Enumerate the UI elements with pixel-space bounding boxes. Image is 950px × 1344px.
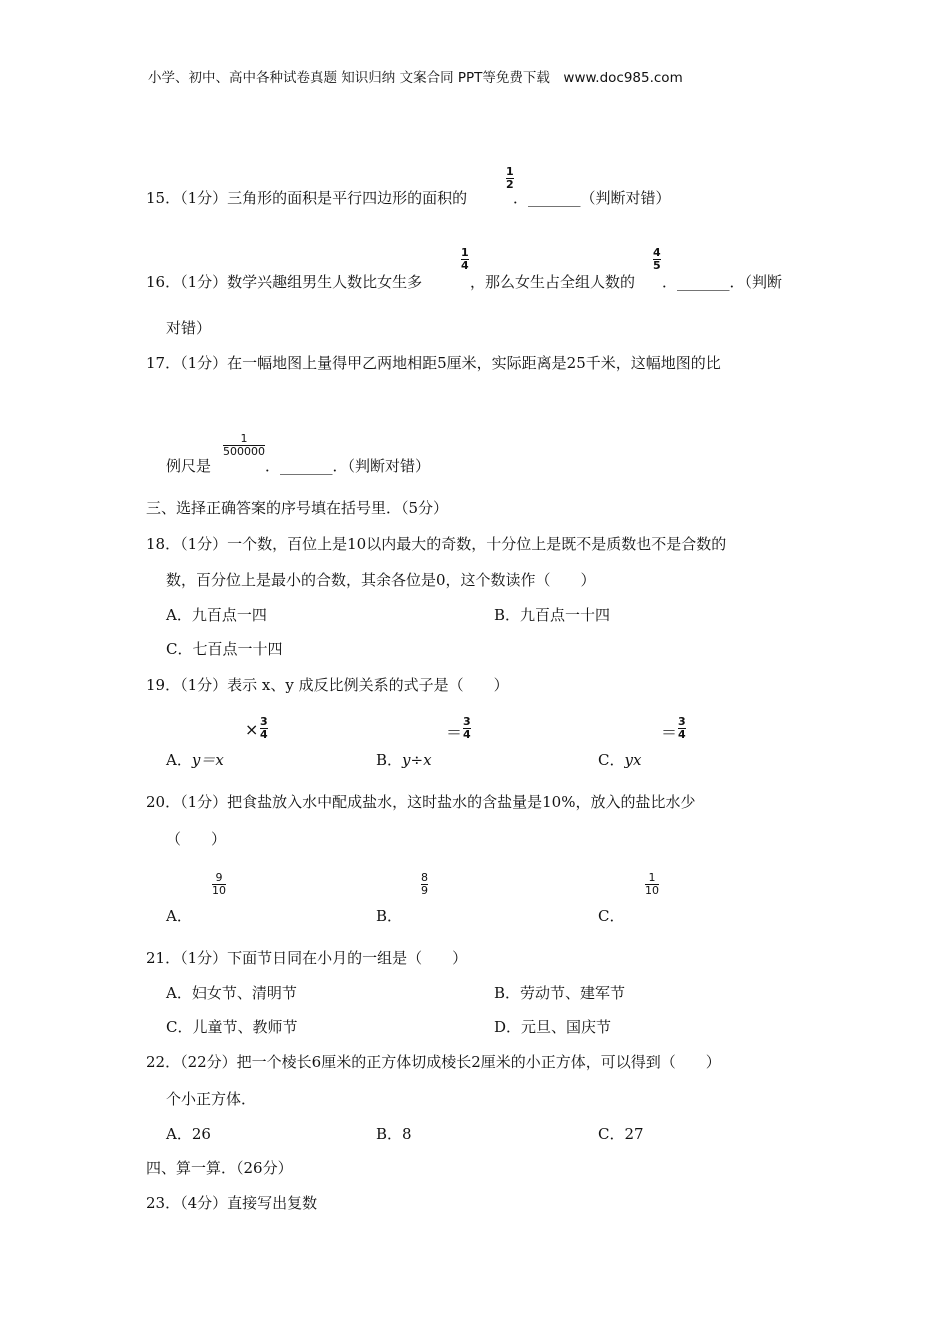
- option-label: A．: [166, 751, 192, 769]
- question-text: 19．（1分）表示 x、y 成反比例关系的式子是（ ）: [146, 676, 509, 694]
- option-expr: y＝x: [191, 751, 224, 769]
- option-a[interactable]: A．妇女节、清明节: [166, 984, 297, 1002]
- question-text-line2: （ ）: [166, 830, 227, 848]
- answer-blank: ．_______．（判断: [662, 273, 783, 291]
- fraction-one-half: 1 2: [506, 165, 514, 191]
- fraction-eight-ninths: 8 9: [421, 871, 428, 897]
- equals-sign-c: ＝: [661, 723, 678, 742]
- answer-blank: ．_______（判断对错）: [513, 189, 671, 207]
- question-text: 17．（1分）在一幅地图上量得甲乙两地相距5厘米，实际距离是25千米，这幅地图的比: [146, 354, 721, 372]
- fraction-nine-tenths: 9 10: [212, 871, 226, 897]
- question-text: 20．（1分）把食盐放入水中配成盐水，这时盐水的含盐量是10%，放入的盐比水少: [146, 793, 696, 811]
- question-text: 16．（1分）数学兴趣组男生人数比女生多: [146, 273, 423, 291]
- fraction-three-quarters-a: 3 4: [260, 715, 268, 741]
- question-text-line2: 数，百分位上是最小的合数，其余各位是0，这个数读作（ ）: [166, 571, 596, 589]
- option-a[interactable]: A．: [166, 907, 192, 925]
- page-header: 小学、初中、高中各种试卷真题 知识归纳 文案合同 PPT等免费下载 www.doc985.com: [148, 70, 683, 86]
- question-text-cont: ，那么女生占全组人数的: [470, 273, 636, 291]
- option-a[interactable]: A．26: [166, 1125, 211, 1143]
- option-c[interactable]: C．27: [598, 1125, 644, 1143]
- option-b[interactable]: B．8: [376, 1125, 412, 1143]
- option-b[interactable]: [376, 750, 432, 770]
- question-text: 18．（1分）一个数，百位上是10以内最大的奇数，十分位上是既不是质数也不是合数的: [146, 535, 727, 553]
- question-text-line2: 个小正方体．: [166, 1090, 257, 1108]
- question-text: 15．（1分）三角形的面积是平行四边形的面积的: [146, 189, 468, 207]
- option-a[interactable]: [166, 750, 224, 770]
- fraction-one-quarter: 1 4: [461, 246, 469, 272]
- question-text: 21．（1分）下面节日同在小月的一组是（ ）: [146, 949, 468, 967]
- fraction-three-quarters-c: 3 4: [678, 715, 686, 741]
- section-3-title: 三、选择正确答案的序号填在括号里．（5分）: [146, 499, 449, 517]
- option-b[interactable]: B．劳动节、建军节: [494, 984, 626, 1002]
- option-b[interactable]: B．: [376, 907, 403, 925]
- section-4-title: 四、算一算．（26分）: [146, 1159, 293, 1177]
- fraction-scale: 1 500000: [223, 432, 265, 458]
- option-label: B．: [376, 751, 403, 769]
- fraction-four-fifths: 4 5: [653, 246, 661, 272]
- option-a[interactable]: A．九百点一四: [166, 606, 267, 624]
- option-d[interactable]: D．元旦、国庆节: [494, 1018, 612, 1036]
- option-c[interactable]: [598, 750, 641, 770]
- fraction-one-tenth: 1 10: [645, 871, 659, 897]
- option-b[interactable]: B．九百点一十四: [494, 606, 611, 624]
- question-23: 23．（4分）直接写出复数: [146, 1194, 318, 1212]
- question-text: 22．（22分）把一个棱长6厘米的正方体切成棱长2厘米的小正方体，可以得到（ ）: [146, 1053, 721, 1071]
- option-expr: y÷x: [402, 751, 432, 769]
- equals-sign-b: ＝: [446, 723, 463, 742]
- option-c[interactable]: C．儿童节、教师节: [166, 1018, 298, 1036]
- option-c[interactable]: C．: [598, 907, 625, 925]
- question-text-line2: 对错）: [166, 319, 212, 337]
- option-expr: yx: [624, 751, 642, 769]
- multiply-sign: ×: [245, 720, 259, 739]
- option-label: C．: [598, 751, 625, 769]
- option-c[interactable]: C．七百点一十四: [166, 640, 283, 658]
- fraction-three-quarters-b: 3 4: [463, 715, 471, 741]
- answer-blank: ．_______．（判断对错）: [265, 457, 431, 475]
- question-text-line2: 例尺是: [166, 457, 212, 475]
